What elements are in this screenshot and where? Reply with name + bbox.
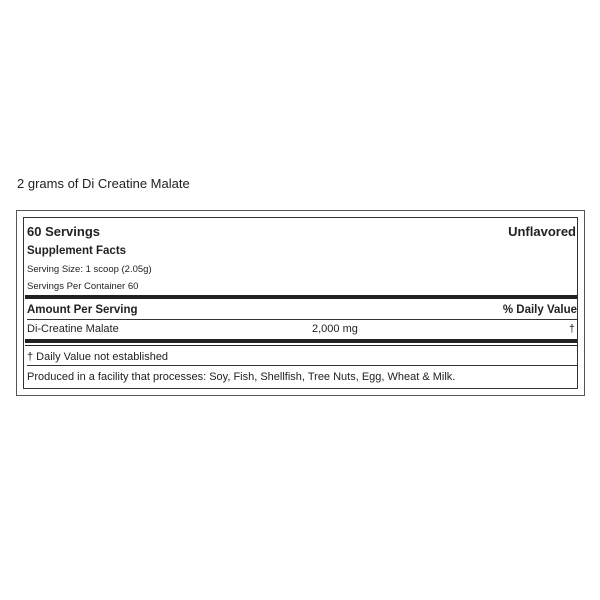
allergen-statement: Produced in a facility that processes: Soy, Fish, Shellfish, Tree Nuts, Egg, Wheat & Milk. [27, 371, 456, 383]
serving-size: Serving Size: 1 scoop (2.05g) [27, 264, 152, 275]
ingredient-amount: 2,000 mg [312, 323, 358, 335]
ingredient-name: Di-Creatine Malate [27, 323, 119, 335]
servings-heading: 60 Servings [27, 224, 100, 239]
amount-per-serving-header: Amount Per Serving [27, 304, 138, 316]
ingredient-row [27, 320, 577, 339]
ingredient-daily-value: † [568, 323, 575, 335]
flavor-label: Unflavored [508, 224, 576, 239]
supplement-facts-title: Supplement Facts [27, 245, 127, 257]
label-header-row [27, 224, 577, 242]
intro-text: 2 grams of Di Creatine Malate [17, 176, 190, 191]
thick-divider-bottom [25, 339, 577, 343]
daily-value-footnote: † Daily Value not established [27, 346, 577, 366]
supplement-facts-panel [23, 217, 578, 389]
amount-header-row [27, 299, 577, 320]
servings-per-container: Servings Per Container 60 [27, 281, 139, 292]
supplement-label-frame [16, 210, 585, 396]
daily-value-header: % Daily Value [502, 304, 577, 316]
